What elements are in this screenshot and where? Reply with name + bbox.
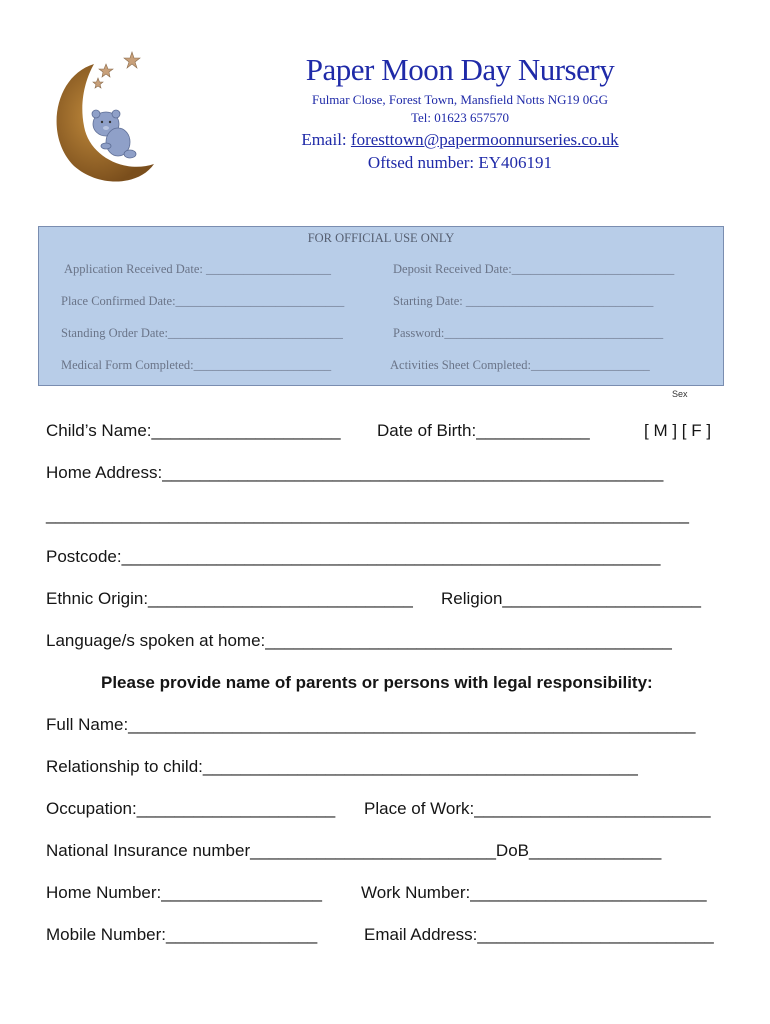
home-address-field[interactable]: Home Address:_____________________________________________________ — [46, 463, 664, 482]
date-of-birth-field[interactable]: Date of Birth:____________ — [377, 421, 590, 440]
ofsted-number: Oftsed number: EY406191 — [367, 153, 553, 172]
languages-field[interactable]: Language/s spoken at home:___________________________________________ — [46, 631, 672, 650]
postcode-field[interactable]: Postcode:_________________________________________________________ — [46, 547, 661, 566]
sex-options[interactable]: [ M ] [ F ] — [644, 421, 712, 440]
religion-field[interactable]: Religion_____________________ — [441, 589, 701, 608]
address-line-2-field[interactable]: ____________________________________________________________________ — [46, 505, 689, 524]
official-use-box — [38, 226, 724, 386]
application-received-field[interactable]: Application Received Date: ____________________ — [64, 262, 331, 276]
nursery-email — [250, 130, 670, 150]
email-label: Email: — [301, 130, 351, 149]
starting-date-field[interactable]: Starting Date: ______________________________ — [393, 294, 654, 308]
child-name-field[interactable]: Child’s Name:____________________ — [46, 421, 341, 440]
parents-heading: Please provide name of parents or persons with legal responsibility: — [101, 673, 653, 692]
activities-sheet-field[interactable]: Activities Sheet Completed:___________________ — [390, 358, 650, 372]
nursery-telephone: Tel: 01623 657570 — [410, 110, 510, 125]
place-of-work-field[interactable]: Place of Work:_________________________ — [364, 799, 711, 818]
nursery-address: Fulmar Close, Forest Town, Mansfield Notts NG19 0GG — [311, 92, 609, 107]
moon-bear-logo-icon — [44, 46, 164, 186]
ni-number-field[interactable]: National Insurance number__________________________DoB______________ — [46, 841, 662, 860]
password-field[interactable]: Password:___________________________________ — [393, 326, 664, 340]
email-link[interactable]: foresttown@papermoonnurseries.co.uk — [350, 130, 619, 149]
nursery-title: Paper Moon Day Nursery — [305, 52, 615, 87]
full-name-field[interactable]: Full Name:____________________________________________________________ — [46, 715, 696, 734]
email-address-field[interactable]: Email Address:_________________________ — [364, 925, 714, 944]
sex-label: Sex — [672, 389, 688, 399]
medical-form-field[interactable]: Medical Form Completed:______________________ — [61, 358, 332, 372]
deposit-received-field[interactable]: Deposit Received Date:__________________________ — [393, 262, 675, 276]
work-number-field[interactable]: Work Number:_________________________ — [361, 883, 707, 902]
occupation-field[interactable]: Occupation:_____________________ — [46, 799, 336, 818]
standing-order-field[interactable]: Standing Order Date:____________________________ — [61, 326, 343, 340]
mobile-number-field[interactable]: Mobile Number:________________ — [46, 925, 318, 944]
official-use-title: FOR OFFICIAL USE ONLY — [307, 231, 455, 245]
home-number-field[interactable]: Home Number:_________________ — [46, 883, 322, 902]
place-confirmed-field[interactable]: Place Confirmed Date:___________________________ — [61, 294, 345, 308]
ethnic-origin-field[interactable]: Ethnic Origin:____________________________ — [46, 589, 413, 608]
relationship-field[interactable]: Relationship to child:______________________________________________ — [46, 757, 638, 776]
